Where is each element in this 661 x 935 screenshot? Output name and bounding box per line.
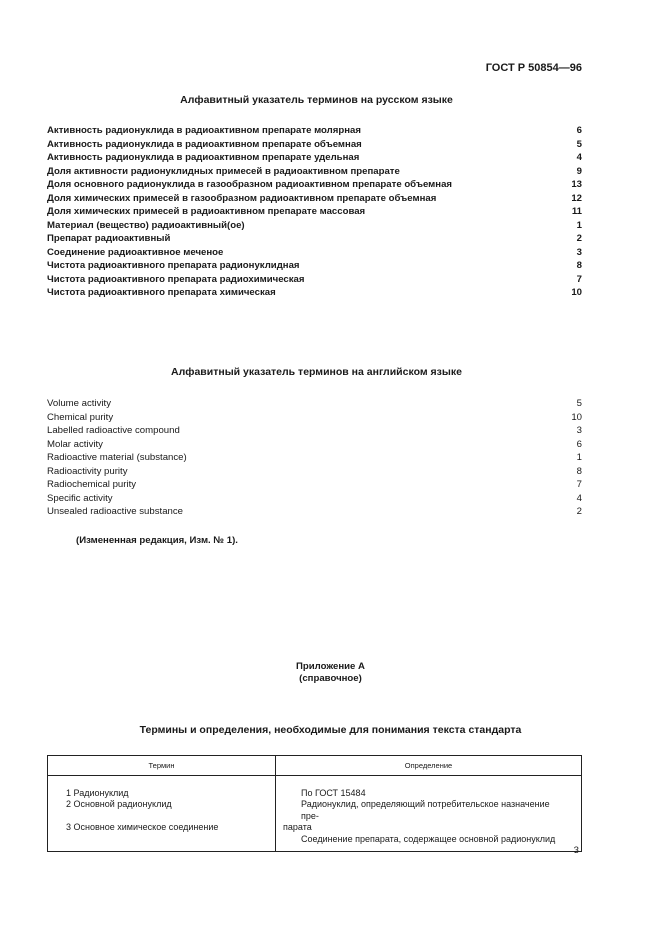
russian-index-list <box>47 124 582 300</box>
list-item: Radioactivity purity 8 <box>47 465 582 477</box>
english-index-list <box>47 397 582 519</box>
list-item: Molar activity 6 <box>47 438 582 450</box>
table-header-row <box>48 756 582 776</box>
definition-item: Соединение препарата, содержащее основной радионуклид <box>301 833 556 844</box>
list-item: Chemical purity 10 <box>47 411 582 423</box>
list-item: Unsealed radioactive substance 2 <box>47 506 582 517</box>
definition-item: Радионуклид, определяющий потребительское назначение пре- <box>301 799 550 821</box>
list-item: Доля химических примесей в газообразном радиоактивном препарате объемная 12 <box>47 192 582 204</box>
list-item: Specific activity 4 <box>47 492 582 504</box>
column-header-term: Термин <box>48 756 276 776</box>
definition-item: По ГОСТ 15484 <box>301 787 366 798</box>
table-row <box>48 776 582 852</box>
list-item: Чистота радиоактивного препарата радиохимическая 7 <box>47 273 582 285</box>
list-item: Volume activity 5 <box>47 398 582 409</box>
terms-table <box>47 755 582 852</box>
page-number: 3 <box>573 845 579 856</box>
list-item: Препарат радиоактивный 2 <box>47 233 582 244</box>
term-item: 3 Основное химическое соединение <box>66 822 219 832</box>
term-item: 2 Основной радионуклид <box>66 799 172 809</box>
list-item: Radioactive material (substance) 1 <box>47 452 582 463</box>
definition-item-continuation: парата <box>283 822 312 832</box>
list-item: Labelled radioactive compound 3 <box>47 425 582 436</box>
annex-heading <box>0 661 661 685</box>
list-item: Материал (вещество) радиоактивный(ое) 1 <box>47 219 582 231</box>
list-item: Доля активности радионуклидных примесей в радиоактивном препарате 9 <box>47 165 582 177</box>
list-item: Активность радионуклида в радиоактивном препарате молярная 6 <box>47 125 582 136</box>
annex-title: Термины и определения, необходимые для понимания текста стандарта <box>139 724 522 736</box>
terms-cell <box>48 776 276 852</box>
amendment-note: (Измененная редакция, Изм. № 1). <box>76 535 238 546</box>
list-item: Доля основного радионуклида в газообразном радиоактивном препарате объемная 13 <box>47 179 582 190</box>
list-item: Соединение радиоактивное меченое 3 <box>47 246 582 258</box>
list-item: Чистота радиоактивного препарата химическая 10 <box>47 287 582 298</box>
definitions-cell <box>276 776 582 852</box>
english-index-title: Алфавитный указатель терминов на английском языке <box>171 366 462 378</box>
document-code: ГОСТ Р 50854—96 <box>485 62 582 74</box>
list-item: Активность радионуклида в радиоактивном препарате объемная 5 <box>47 138 582 150</box>
list-item: Radiochemical purity 7 <box>47 479 582 490</box>
annex-label: Приложение А <box>296 661 365 672</box>
list-item: Активность радионуклида в радиоактивном препарате удельная 4 <box>47 152 582 163</box>
column-header-definition: Определение <box>276 756 582 776</box>
russian-index-title: Алфавитный указатель терминов на русском языке <box>180 94 453 106</box>
annex-type: (справочное) <box>299 673 362 684</box>
list-item: Чистота радиоактивного препарата радионуклидная 8 <box>47 260 582 271</box>
term-item: 1 Радионуклид <box>66 787 129 798</box>
list-item: Доля химических примесей в радиоактивном препарате массовая 11 <box>47 206 582 217</box>
